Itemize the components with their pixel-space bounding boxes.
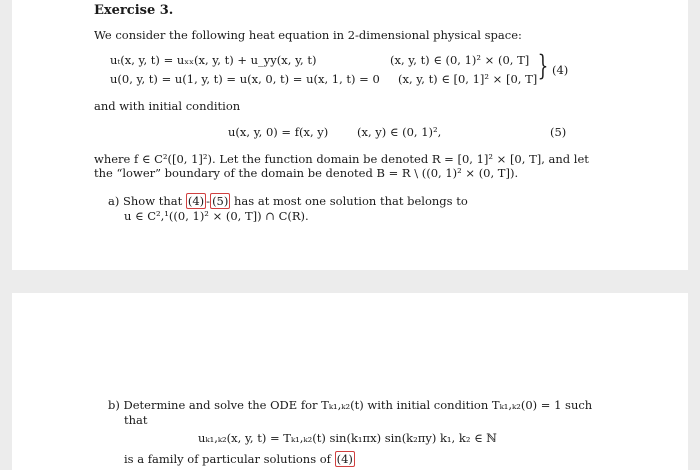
part-a-line-2: u ∈ C²,¹((0, 1)² × (0, T]) ∩ C(R). <box>124 209 309 223</box>
part-a-suffix: has at most one solution that belongs to <box>234 194 468 208</box>
where-line-1: where f ∈ C²([0, 1]²). Let the function domain be denoted R = [0, 1]² × [0, T], and let <box>94 152 589 166</box>
part-b-card <box>12 293 688 470</box>
equation-4-link[interactable]: (4) <box>187 194 205 208</box>
intro-text: We consider the following heat equation in 2-dimensional physical space: <box>94 28 522 42</box>
equation-number-4: (4) <box>552 63 569 77</box>
initial-domain: (x, y) ∈ (0, 1)², <box>357 125 442 139</box>
boundary-domain: (x, y, t) ∈ [0, 1]² × [0, T] <box>398 72 538 86</box>
initial-equation: u(x, y, 0) = f(x, y) <box>228 125 329 139</box>
initial-condition-text: and with initial condition <box>94 99 241 113</box>
system-brace: } <box>537 49 549 82</box>
part-b-equation: uₖ₁,ₖ₂(x, y, t) = Tₖ₁,ₖ₂(t) sin(k₁πx) sin(k₂πy) k₁, k₂ ∈ ℕ <box>198 431 497 445</box>
boundary-equation: u(0, y, t) = u(1, y, t) = u(x, 0, t) = u(x, 1, t) = 0 <box>110 72 380 86</box>
equation-number-5: (5) <box>550 125 567 139</box>
equation-4-link-b[interactable]: (4) <box>336 452 353 466</box>
pde-equation: uₜ(x, y, t) = uₓₓ(x, y, t) + u_yy(x, y, t) <box>110 53 317 67</box>
part-b-line-1: b) Determine and solve the ODE for Tₖ₁,ₖ₂(t) with initial condition Tₖ₁,ₖ₂(0) = 1 such <box>108 398 593 412</box>
exercise-card <box>12 0 688 270</box>
part-b-line-2: that <box>124 413 148 427</box>
exercise-title: Exercise 3. <box>94 3 174 18</box>
part-a-prefix: a) Show that <box>108 194 183 208</box>
pde-domain: (x, y, t) ∈ (0, 1)² × (0, T] <box>390 53 530 67</box>
part-b-line-3 <box>124 452 355 466</box>
where-line-2: the “lower” boundary of the domain be denoted B = R \ ((0, 1)² × (0, T]). <box>94 166 519 180</box>
part-b-line-3-prefix: is a family of particular solutions of <box>124 452 331 466</box>
equation-5-link[interactable]: (5) <box>212 194 229 208</box>
part-a-line-1 <box>108 194 468 208</box>
part-a-dash: - <box>206 194 211 208</box>
